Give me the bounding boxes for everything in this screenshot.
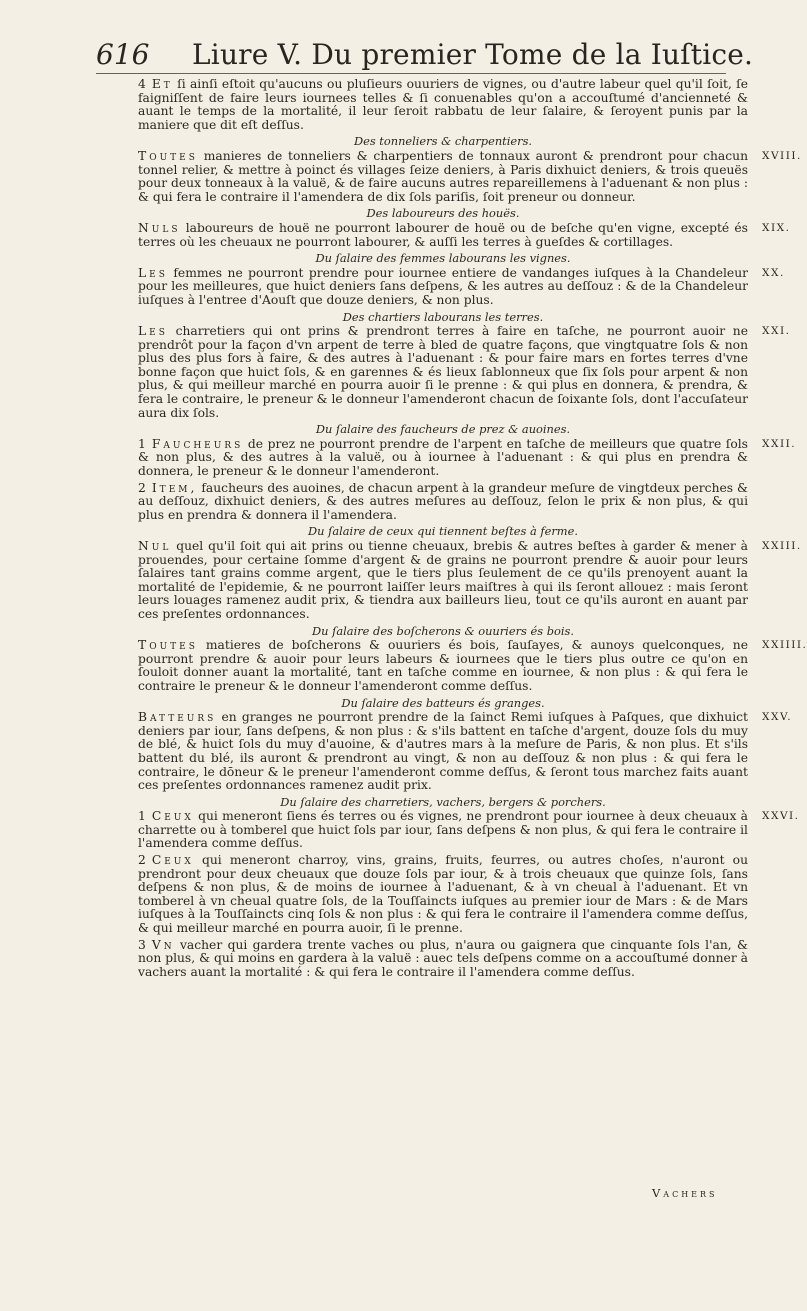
article-section xyxy=(138,794,800,980)
paragraph-text: quel qu'il ſoit qui ait prins ou tienne cheuaux, brebis & autres beſtes à garder & mener à prouendes, pour certaine ſomme d'argent & de grains ne pourront prendre & auoir pour leurs ſalaires tant grains comme argent, que le tiers plus ſeulement de ce qu'ils prenoyent auant la mortalité de l'epidemie, & ne pourront laiſſer leurs maiſtres à qui ils ſeront allouez : mais ſeront leurs louages ramenez audit prix, & tiendra aux bailleurs lieu, tout ce qu'ils auront en auant par ces preſentes ordonnances. xyxy=(138,539,748,621)
paragraph-number: 2 xyxy=(138,480,146,495)
article-paragraph xyxy=(138,78,748,132)
section-heading: Du ſalaire des batteurs és granges. xyxy=(341,695,545,710)
page-body xyxy=(138,77,807,982)
article-section xyxy=(138,251,785,307)
article-margin-number: XXIIII. xyxy=(762,639,807,652)
article-margin-number: XX. xyxy=(762,266,785,279)
article-margin-number: XXVI. xyxy=(762,810,800,823)
article-section xyxy=(138,695,793,793)
article-paragraph xyxy=(138,436,797,479)
lead-word: Et xyxy=(151,77,173,91)
article-margin-number: XXV. xyxy=(762,711,793,724)
lead-word: Toutes xyxy=(138,638,198,653)
catchword: Vachers xyxy=(652,1186,718,1200)
paragraph-text: laboureurs de houë ne pourront labourer de houë ou de beſche qu'en vigne, excepté és terres où les cheuaux ne pourront labourer, & auſſi les terres à gueſdes & cortillages. xyxy=(138,220,748,249)
article-paragraph xyxy=(138,809,800,851)
header-rule xyxy=(96,73,726,74)
section-heading: Des chartiers labourans les terres. xyxy=(342,309,544,324)
paragraph-text: matieres de boſcherons & ouuriers és bois, ſauſayes, & aunoys quelconques, ne pourront prendre & auoir pour leurs labeurs & iournees que le tiers plus outre ce qu'on en ſouloit donner auant la mortalité, tant en taſche comme en iournee, & non plus : & qui fera le contraire le preneur & le donneur l'amenderont comme deſſus. xyxy=(138,638,748,693)
article-margin-number: XXIII. xyxy=(762,540,802,552)
paragraph-number: 1 xyxy=(138,809,146,824)
paragraph-text: qui meneront charroy, vins, grains, fruits, feurres, ou autres choſes, n'auront ou prendront pour deux cheuaux que douze ſols par iour, & à trois cheuaux que quinze ſols, ſans deſpens & non plus, & de moins de iournee à l'aduenant, & à vn cheual à l'aduenant. Et vn tomberel à vn cheual quatre ſols, de la Touſſaincts iuſques au premier iour de Mars : & de Mars iuſques à la Touſſaincts cinq ſols & non plus : & qui fera le contraire il l'amendera comme deſſus, & qui meilleur marché en pourra auoir, ſi le prenne. xyxy=(138,853,748,936)
lead-word: Faucheurs xyxy=(151,436,244,451)
lead-word: Batteurs xyxy=(138,710,217,725)
section-heading: Du ſalaire des boſcherons & ouuriers és bois. xyxy=(312,623,574,638)
section-heading: Du ſalaire des femmes labourans les vignes. xyxy=(315,251,571,266)
article-paragraph xyxy=(138,220,791,249)
section-heading: Du ſalaire des faucheurs de prez & auoines. xyxy=(315,422,571,437)
lead-word: Item, xyxy=(151,480,198,495)
article-margin-number: XVIII. xyxy=(762,149,802,162)
article-paragraph xyxy=(138,324,791,420)
article-margin-number: XXII. xyxy=(762,437,797,450)
paragraph-text: charretiers qui ont prins & prendront terres à faire en taſche, ne pourront auoir ne prendrôt pour la façon d'vn arpent de terre à bled de quatre façons, que vingtquatre ſols & non plus des plus fors à faire, & des autres à l'aduenant : & pour faire mars en fortes terres d'vne bonne façon que huict ſols, & en garennes & és lieux ſablonneux que ſix ſols pour arpent & non plus, & qui meilleur marché en pourra auoir ſi le prenne : & qui plus en donnera, & prendra, & fera le contraire, le preneur & le donneur l'amenderont chacun de ſoixante ſols, dont l'accuſateur aura dix ſols. xyxy=(138,324,748,420)
lead-word: Toutes xyxy=(138,148,198,163)
lead-word: Les xyxy=(138,324,168,339)
paragraph-text: de prez ne pourront prendre de l'arpent en taſche de meilleurs que quatre ſols & non plus, & des autres à la valuë, ou à iournee à l'aduenant : & qui plus en prendra & donnera, le preneur & le donneur l'amenderont. xyxy=(138,436,748,479)
article-section xyxy=(138,134,802,204)
article-section xyxy=(138,309,791,421)
lead-word: Nuls xyxy=(138,220,181,235)
lead-word: Nul xyxy=(138,539,172,553)
paragraph-text: femmes ne pourront prendre pour iournee entiere de vandanges iuſques à la Chandeleur pour les meilleures, que huict deniers ſans deſpens, & les autres au deſſouz : & de la Chandeleur iuſques à l'entree d'Aouſt que douze deniers, & non plus. xyxy=(138,265,748,307)
article-margin-number: XIX. xyxy=(762,221,791,234)
article-section xyxy=(138,206,791,249)
article-paragraph xyxy=(138,638,807,693)
paragraph-text: faucheurs des auoines, de chacun arpent à la grandeur meſure de vingtdeux perches & au deſſouz, dixhuict deniers, & des autres meſures au deſſouz, ſelon le prix & non plus, & qui plus en prendra & donnera il l'amendera. xyxy=(138,480,748,522)
section-heading: Des tonneliers & charpentiers. xyxy=(353,134,533,149)
paragraph-text: ſi ainſi eſtoit qu'aucuns ou pluſieurs ouuriers de vignes, ou d'autre labeur quel qu'il ſoit, ſe faigniſſent de faire leurs iournees telles & ſi conuenables qu'on a accouſtumé d'ancienneté & auant le temps de la mortalité, il leur ſeroit rabbatu de leur ſalaire, & ſeroyent punis par la maniere que dit eſt deſſus. xyxy=(138,77,748,132)
article-section xyxy=(138,524,802,621)
paragraph-text: vacher qui gardera trente vaches ou plus, n'aura ou gaignera que cinquante ſols l'an, & non plus, & qui moins en gardera à la valuë : auec tels deſpens comme on a accouſtumé donner à vachers auant la mortalité : & qui fera le contraire il l'amendera comme deſſus. xyxy=(138,937,748,979)
article-section xyxy=(138,422,797,522)
section-heading: Du ſalaire des charretiers, vachers, bergers & porchers. xyxy=(280,794,606,809)
page-number: 616 xyxy=(96,38,150,71)
paragraph-number: 3 xyxy=(138,937,146,952)
article-paragraph xyxy=(138,539,802,622)
article-paragraph xyxy=(138,148,802,204)
running-head: Liure V. Du premier Tome de la Iuſtice. xyxy=(192,38,754,71)
article-paragraph xyxy=(138,710,793,793)
section-heading: Du ſalaire de ceux qui tiennent beſtes à ferme. xyxy=(308,524,578,539)
article-section xyxy=(138,78,748,132)
paragraph-number: 2 xyxy=(138,853,146,868)
article-margin-number: XXI. xyxy=(762,325,791,338)
article-section xyxy=(138,623,807,694)
section-heading: Des laboureurs des houës. xyxy=(366,206,520,221)
lead-word: Vn xyxy=(151,937,175,952)
paragraph-number: 1 xyxy=(138,436,146,451)
article-paragraph xyxy=(138,854,748,936)
lead-word: Ceux xyxy=(151,809,194,824)
paragraph-text: qui meneront ſiens és terres ou és vignes, ne prendront pour iournee à deux cheuaux à charrette ou à tomberel que huict ſols par iour, ſans deſpens & non plus, & qui fera le contraire il l'amendera comme deſſus. xyxy=(138,809,748,851)
article-paragraph xyxy=(138,482,748,523)
article-paragraph xyxy=(138,939,748,980)
paragraph-text: manieres de tonneliers & charpentiers de tonnaux auront & prendront pour chacun tonnel relier, & mettre à poinct és villages ſeize deniers, à Paris dixhuict deniers, & trois queuës pour deux tonneaux à la valuë, & de faire aucuns autres repareillemens à l'aduenant & non plus : & qui fera le contraire il l'amendera de dix ſols pariſis, ſoit preneur ou donneur. xyxy=(138,148,748,204)
lead-word: Ceux xyxy=(151,853,194,868)
article-paragraph xyxy=(138,265,785,308)
paragraph-text: en granges ne pourront prendre de la ſainct Remi iuſques à Paſques, que dixhuict deniers par iour, ſans deſpens, & non plus : & s'ils battent en taſche d'argent, douze ſols du muy de blé, & huict ſols du muy d'auoine, & d'autres mars à la meſure de Paris, & non plus. Et s'ils battent du blé, ils auront & prendront au vingt, & non au deſſouz & non plus : & qui fera le contraire, le dōneur & le preneur l'amenderont comme deſſus, & ſeront tous marchez faits auant ces preſentes ordonnances ramenez audit prix. xyxy=(138,710,748,793)
paragraph-number: 4 xyxy=(138,77,146,91)
lead-word: Les xyxy=(138,265,168,280)
